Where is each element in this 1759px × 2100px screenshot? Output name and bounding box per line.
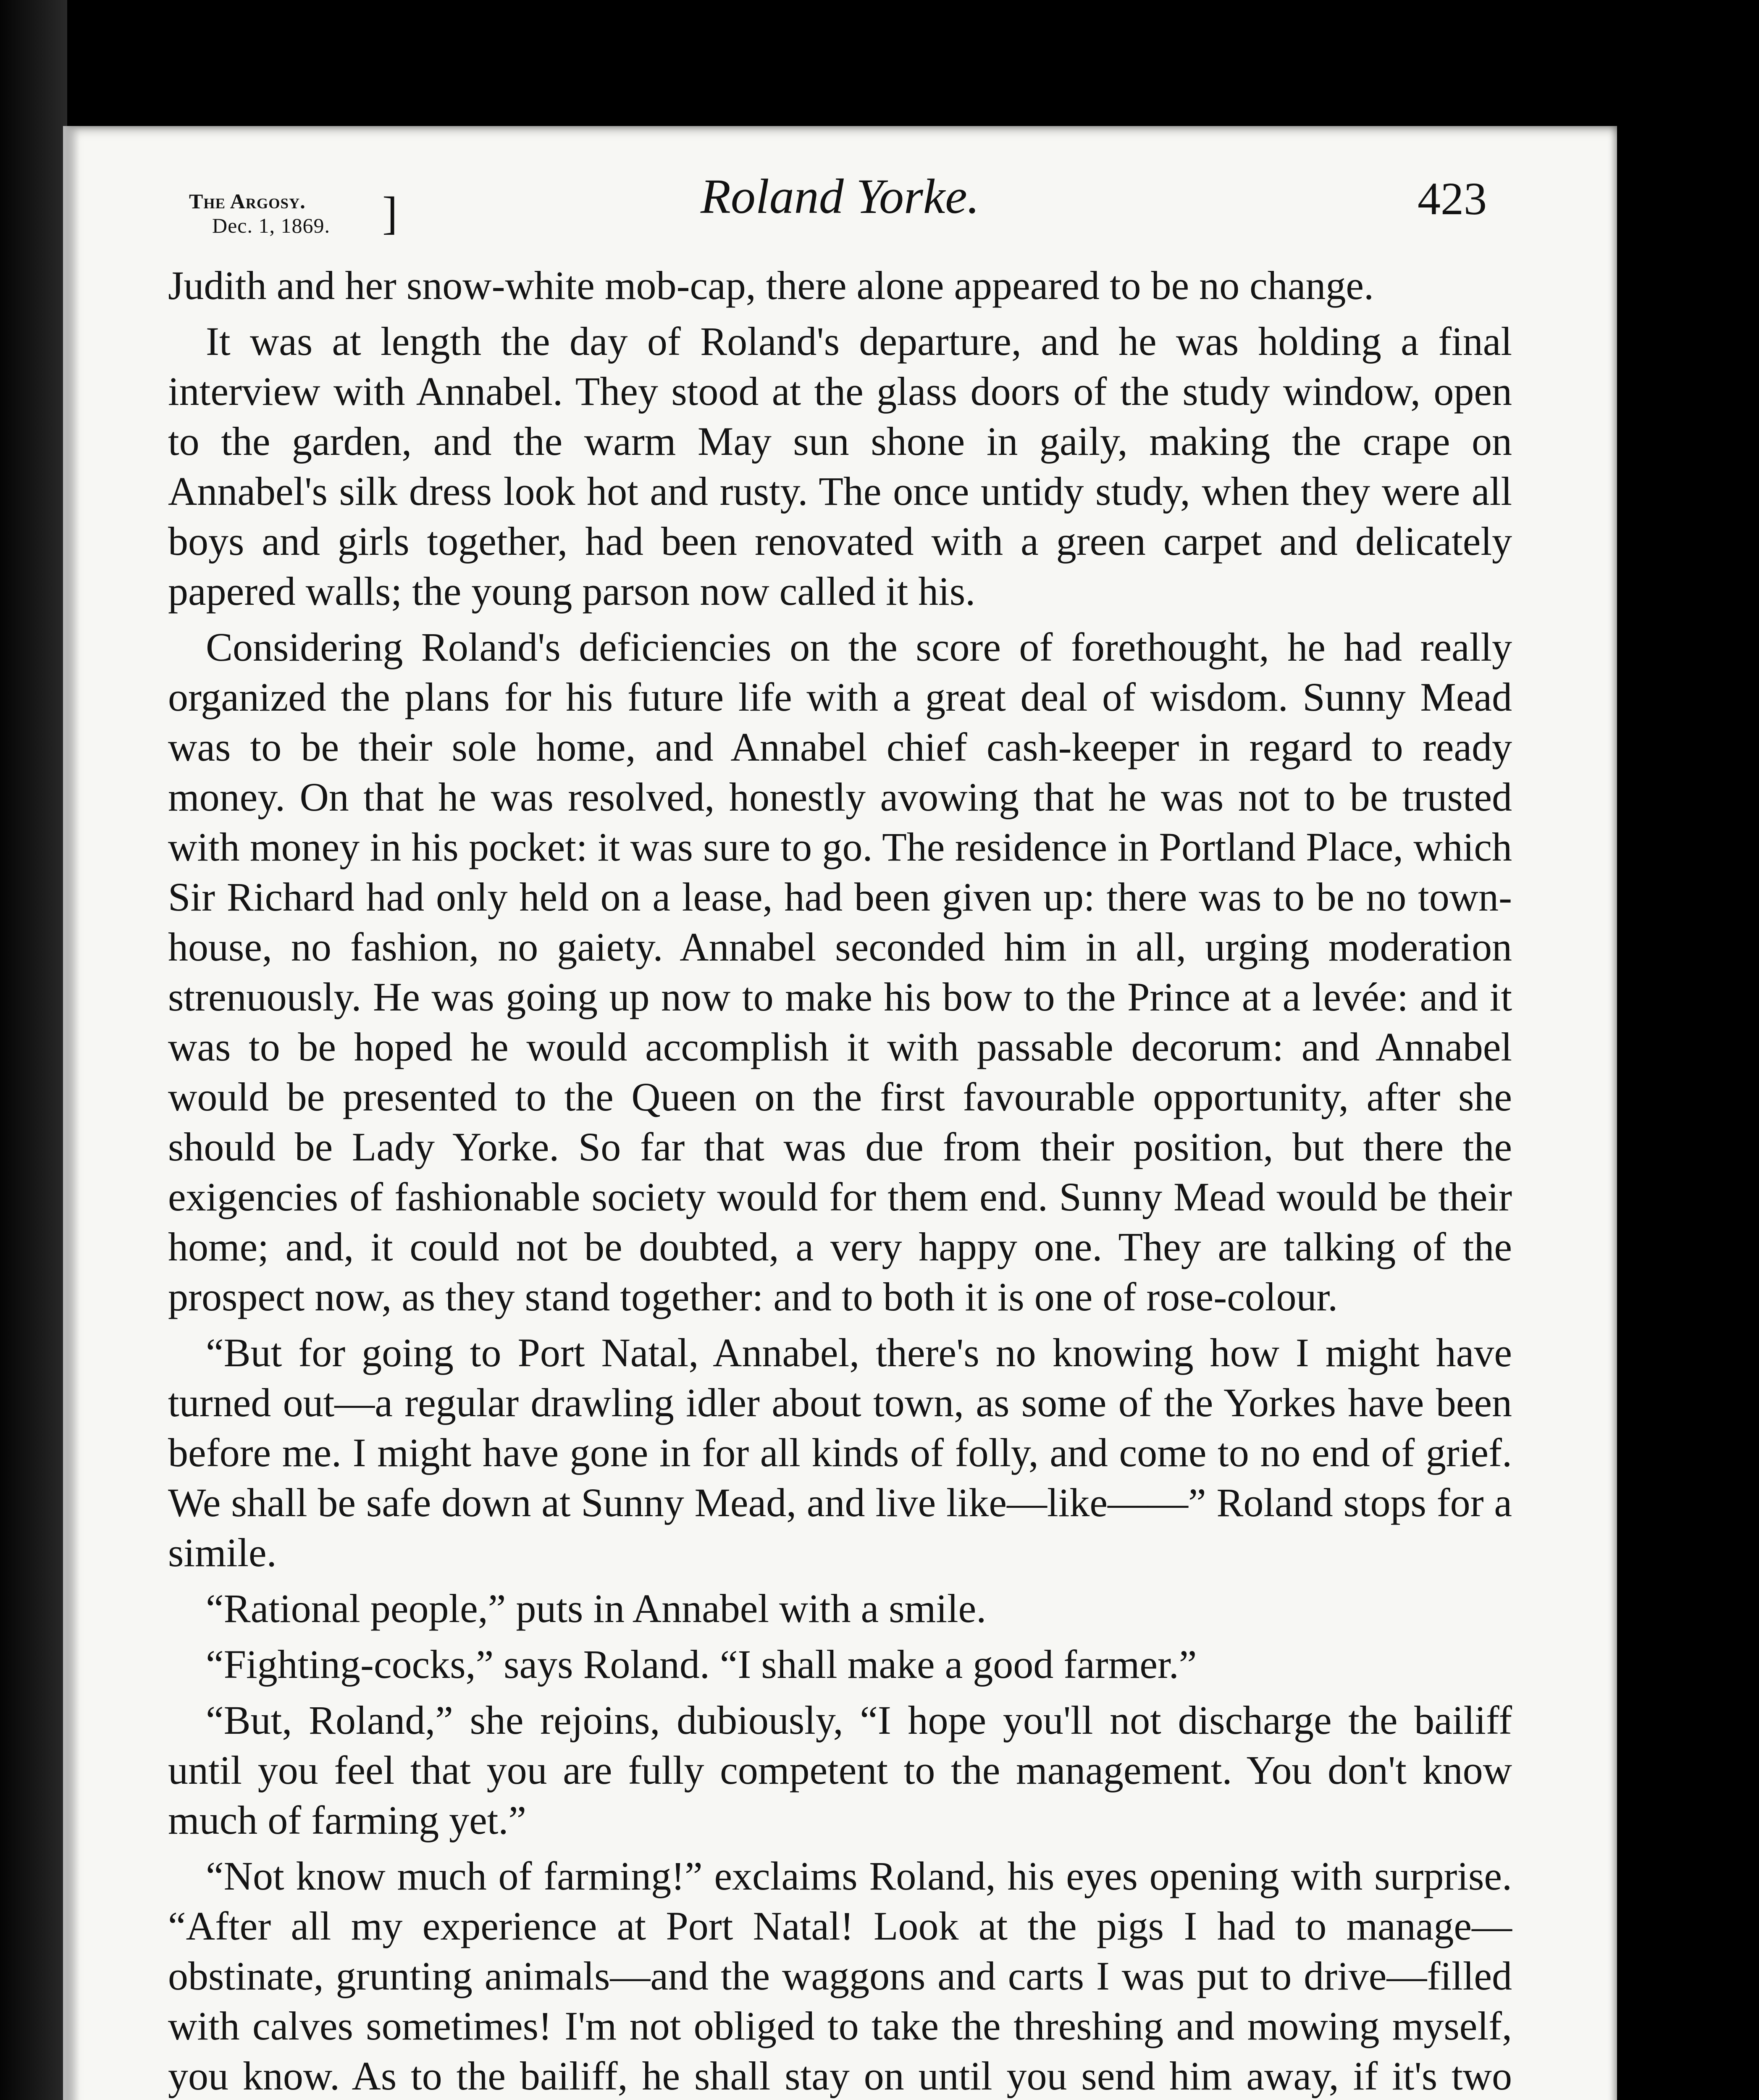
body-text (168, 260, 1512, 2100)
paragraph: Judith and her snow-white mob-cap, there alone appeared to be no change. (168, 263, 1374, 308)
page-number: 423 (1418, 173, 1487, 224)
paragraph: “But for going to Port Natal, Annabel, there's no knowing how I might have turned out—a regular drawling idler about town, as some of the Yorkes have been before me. I might have gone in for all kinds of folly, and come to no end of grief. We shall be safe down at Sunny Mead, and live like—like——” Roland stops for a simile. (168, 1330, 1512, 1575)
paragraph: “Rational people,” puts in Annabel with a smile. (206, 1586, 987, 1631)
paragraph: It was at length the day of Roland's departure, and he was holding a final interview with Annabel. They stood at the glass doors of the study window, open to the garden, and the warm May sun shone in gaily, making the crape on Annabel's silk dress look hot and rusty. The once untidy study, when they were all boys and girls together, had been renovated with a green carpet and delicately papered walls; the young parson now called it his. (168, 319, 1512, 614)
paragraph: “But, Roland,” she rejoins, dubiously, “I hope you'll not discharge the bailiff until you feel that you are fully competent to the management. You don't know much of farming yet.” (168, 1698, 1512, 1843)
page-header (63, 0, 1617, 239)
article-title: Roland Yorke. (700, 169, 980, 224)
page-gutter-shadow (63, 126, 80, 2100)
paragraph: “Fighting-cocks,” says Roland. “I shall make a good farmer.” (206, 1642, 1197, 1687)
paragraph: “Not know much of farming!” exclaims Roland, his eyes opening with surprise. “After all my experience at Port Natal! Look at the pigs I had to manage—obstinate, grunting animals—and the waggons and carts I was put to drive—filled with calves sometimes! I'm not obliged to take the threshing and mowing myself, you know. As to the bailiff, he shall stay on until you send him away, if it's two (168, 1853, 1512, 2098)
running-head-bracket: ] (382, 187, 398, 239)
running-head-date: Dec. 1, 1869. (212, 214, 330, 237)
book-spine-shadow (0, 0, 67, 2100)
running-head-publication: The Argosy. (189, 189, 306, 213)
paragraph: Considering Roland's deficiencies on the score of forethought, he had really organized the plans for his future life with a great deal of wisdom. Sunny Mead was to be their sole home, and Annabel chief cash-keeper in regard to ready money. On that he was resolved, honestly avowing that he was not to be trusted with money in his pocket: it was sure to go. The residence in Portland Place, which Sir Richard had only held on a lease, had been given up: there was to be no town-house, no fashion, no gaiety. Annabel seconded him in all, urging moderation strenuously. He was going up now to make his bow to the Prince at a levée: and it was to be hoped he would accomplish it with passable decorum: and Annabel would be presented to the Queen on the first favourable opportunity, after she should be Lady Yorke. So far that was due from their position, but there the exigencies of fashionable society would for them end. Sunny Mead would be their home; and, it could not be doubted, a very happy one. They are talking of the prospect now, as they stand together: and to both it is one of rose-colour. (168, 625, 1512, 1319)
